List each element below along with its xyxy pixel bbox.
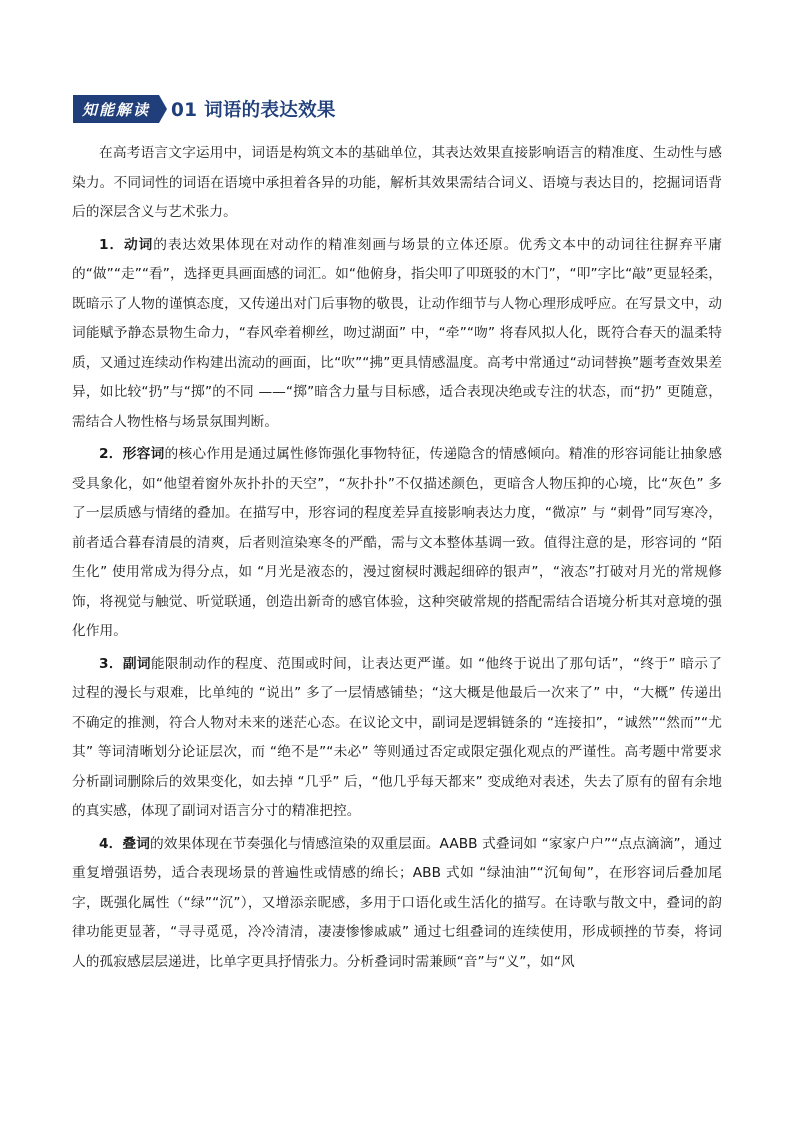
reduplication-paragraph: 4．叠词的效果体现在节奏强化与情感渲染的双重层面。AABB 式叠词如 “家家户户”“点点滴滴”，通过重复增强语势，适合表现场景的普遍性或情感的绵长；ABB 式如 “绿油油”“沉甸甸”，在形容词后叠加尾字，既强化属性（“绿”“沉”），又增添亲昵感，多用于口语化或生活化的描写。在诗歌与散文中，叠词的韵律功能更显著，“寻寻觅觅，冷冷清清，凄凄惨惨戚戚” 通过七组叠词的连续使用，形成顿挫的节奏，将词人的孤寂感层层递进，比单字更具抒情张力。分析叠词时需兼顾“音”与“义”，如“风	[72, 835, 722, 970]
section-heading	[73, 94, 336, 124]
adjective-paragraph: 2．形容词的核心作用是通过属性修饰强化事物特征，传递隐含的情感倾向。精准的形容词能让抽象感受具象化，如“他望着窗外灰扑扑的天空”，“灰扑扑”不仅描述颜色，更暗含人物压抑的心境，比“灰色” 多了一层质感与情绪的叠加。在描写中，形容词的程度差异直接影响表达力度，“微凉” 与 “刺骨”同写寒冷，前者适合暮春清晨的清爽，后者则渲染寒冬的严酷，需与文本整体基调一致。值得注意的是，形容词的 “陌生化” 使用常成为得分点，如 “月光是液态的，漫过窗棂时溅起细碎的银声”，“液态”打破对月光的常规修饰，将视觉与触觉、听觉联通，创造出新奇的感官体验，这种突破常规的搭配需结合语境分析其对意境的强化作用。	[72, 446, 722, 639]
article-body	[72, 139, 722, 980]
verb-heading: 1．动词	[99, 236, 154, 253]
intro-paragraph: 在高考语言文字运用中，词语是构筑文本的基础单位，其表达效果直接影响语言的精准度、生动性与感染力。不同词性的词语在语境中承担着各异的功能，解析其效果需结合词义、语境与表达目的，挖掘词语背后的深层含义与艺术张力。	[72, 145, 722, 220]
adjective-heading: 2．形容词	[99, 446, 165, 462]
verb-paragraph: 1．动词的表达效果体现在对动作的精准刻画与场景的立体还原。优秀文本中的动词往往摒弃平庸的“做”“走”“看”，选择更具画面感的词汇。如“他俯身，指尖叩了叩斑驳的木门”，“叩”字比“敲”更显轻柔，既暗示了人物的谨慎态度，又传递出对门后事物的敬畏，让动作细节与人物心理形成呼应。在写景文中，动词能赋予静态景物生命力，“春风牵着柳丝，吻过湖面” 中，“牵”“吻” 将春风拟人化，既符合春天的温柔特质，又通过连续动作构建出流动的画面，比“吹”“拂”更具情感温度。高考中常通过“动词替换”题考查效果差异，如比较“扔”与“掷”的不同 ——“掷”暗含力量与目标感，适合表现决绝或专注的状态，而“扔” 更随意，需结合人物性格与场景氛围判断。	[72, 236, 722, 430]
reduplication-heading: 4．叠词	[99, 835, 150, 852]
badge-arrow-decoration	[159, 95, 167, 123]
section-badge: 知能解读	[73, 95, 159, 123]
adverb-paragraph: 3．副词能限制动作的程度、范围或时间，让表达更严谨。如 “他终于说出了那句话”，“终于” 暗示了过程的漫长与艰难，比单纯的 “说出” 多了一层情感铺垫；“这大概是他最后一次来了” 中，“大概” 传递出不确定的推测，符合人物对未来的迷茫心态。在议论文中，副词是逻辑链条的 “连接扣”，“诚然”“然而”“尤其” 等词清晰划分论证层次，而 “绝不是”“未必” 等则通过否定或限定强化观点的严谨性。高考题中常要求分析副词删除后的效果变化，如去掉 “几乎” 后，“他几乎每天都来” 变成绝对表述，失去了原有的留有余地的真实感，体现了副词对语言分寸的精准把控。	[72, 655, 722, 819]
adverb-heading: 3．副词	[99, 655, 151, 672]
section-title: 01 词语的表达效果	[171, 100, 336, 121]
